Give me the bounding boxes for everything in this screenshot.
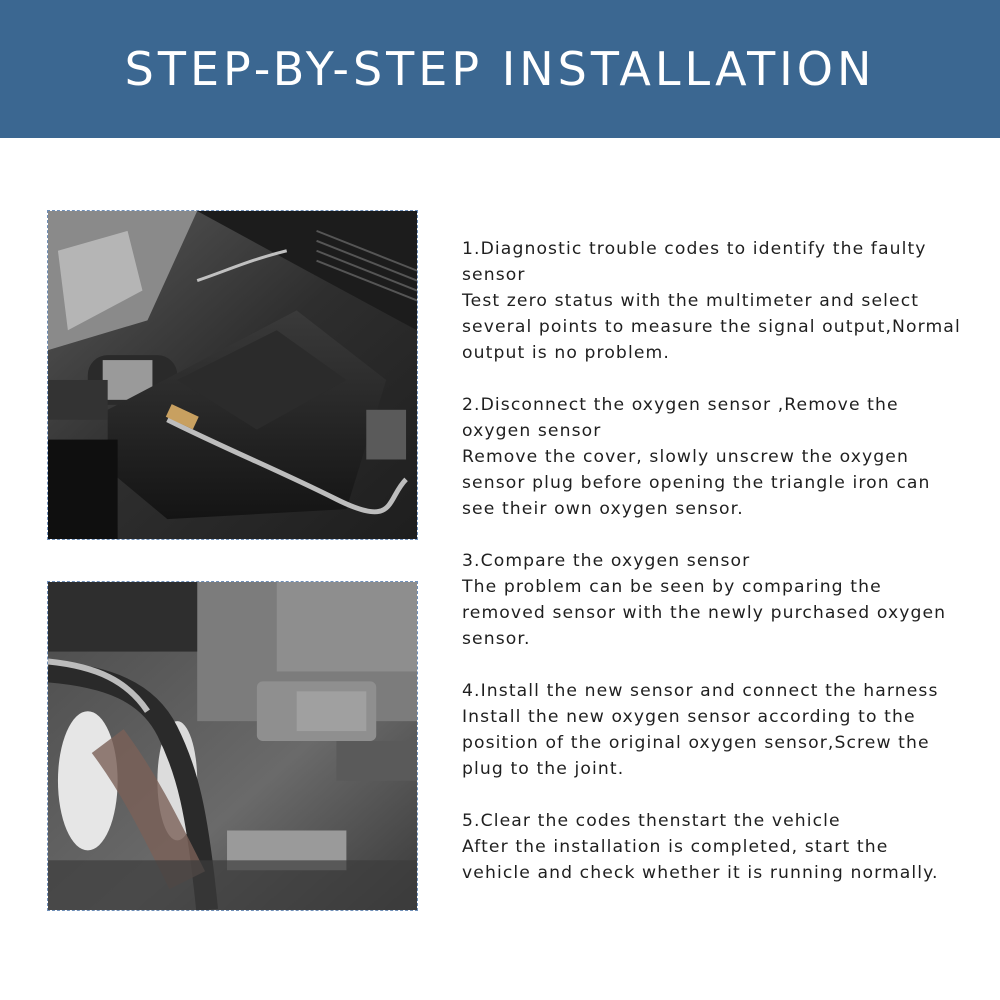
- step-body: Remove the cover, slowly unscrew the oxygen sensor plug before opening the triangle iron can see their own oxygen sensor.: [462, 447, 931, 519]
- step-3: [462, 548, 962, 652]
- step-5: [462, 808, 962, 886]
- exhaust-connector-photo: [47, 581, 418, 911]
- page-title: STEP-BY-STEP INSTALLATION: [124, 42, 876, 96]
- step-title: 4.Install the new sensor and connect the harness: [462, 681, 939, 701]
- step-title: 2.Disconnect the oxygen sensor ,Remove the oxygen sensor: [462, 395, 899, 441]
- engine-bay-photo: [47, 210, 418, 540]
- step-1: [462, 236, 962, 366]
- step-2: [462, 392, 962, 522]
- step-body: After the installation is completed, start the vehicle and check whether it is running normally.: [462, 837, 939, 883]
- header-banner: [0, 0, 1000, 138]
- step-title: 3.Compare the oxygen sensor: [462, 551, 751, 571]
- step-body: Install the new oxygen sensor according to the position of the original oxygen sensor,Screw the plug to the joint.: [462, 707, 930, 779]
- step-4: [462, 678, 962, 782]
- step-title: 5.Clear the codes thenstart the vehicle: [462, 811, 841, 831]
- step-body: The problem can be seen by comparing the removed sensor with the newly purchased oxygen sensor.: [462, 577, 947, 649]
- step-body: Test zero status with the multimeter and select several points to measure the signal output,Normal output is no problem.: [462, 291, 961, 363]
- installation-steps: [462, 236, 962, 912]
- step-title: 1.Diagnostic trouble codes to identify the faulty sensor: [462, 239, 927, 285]
